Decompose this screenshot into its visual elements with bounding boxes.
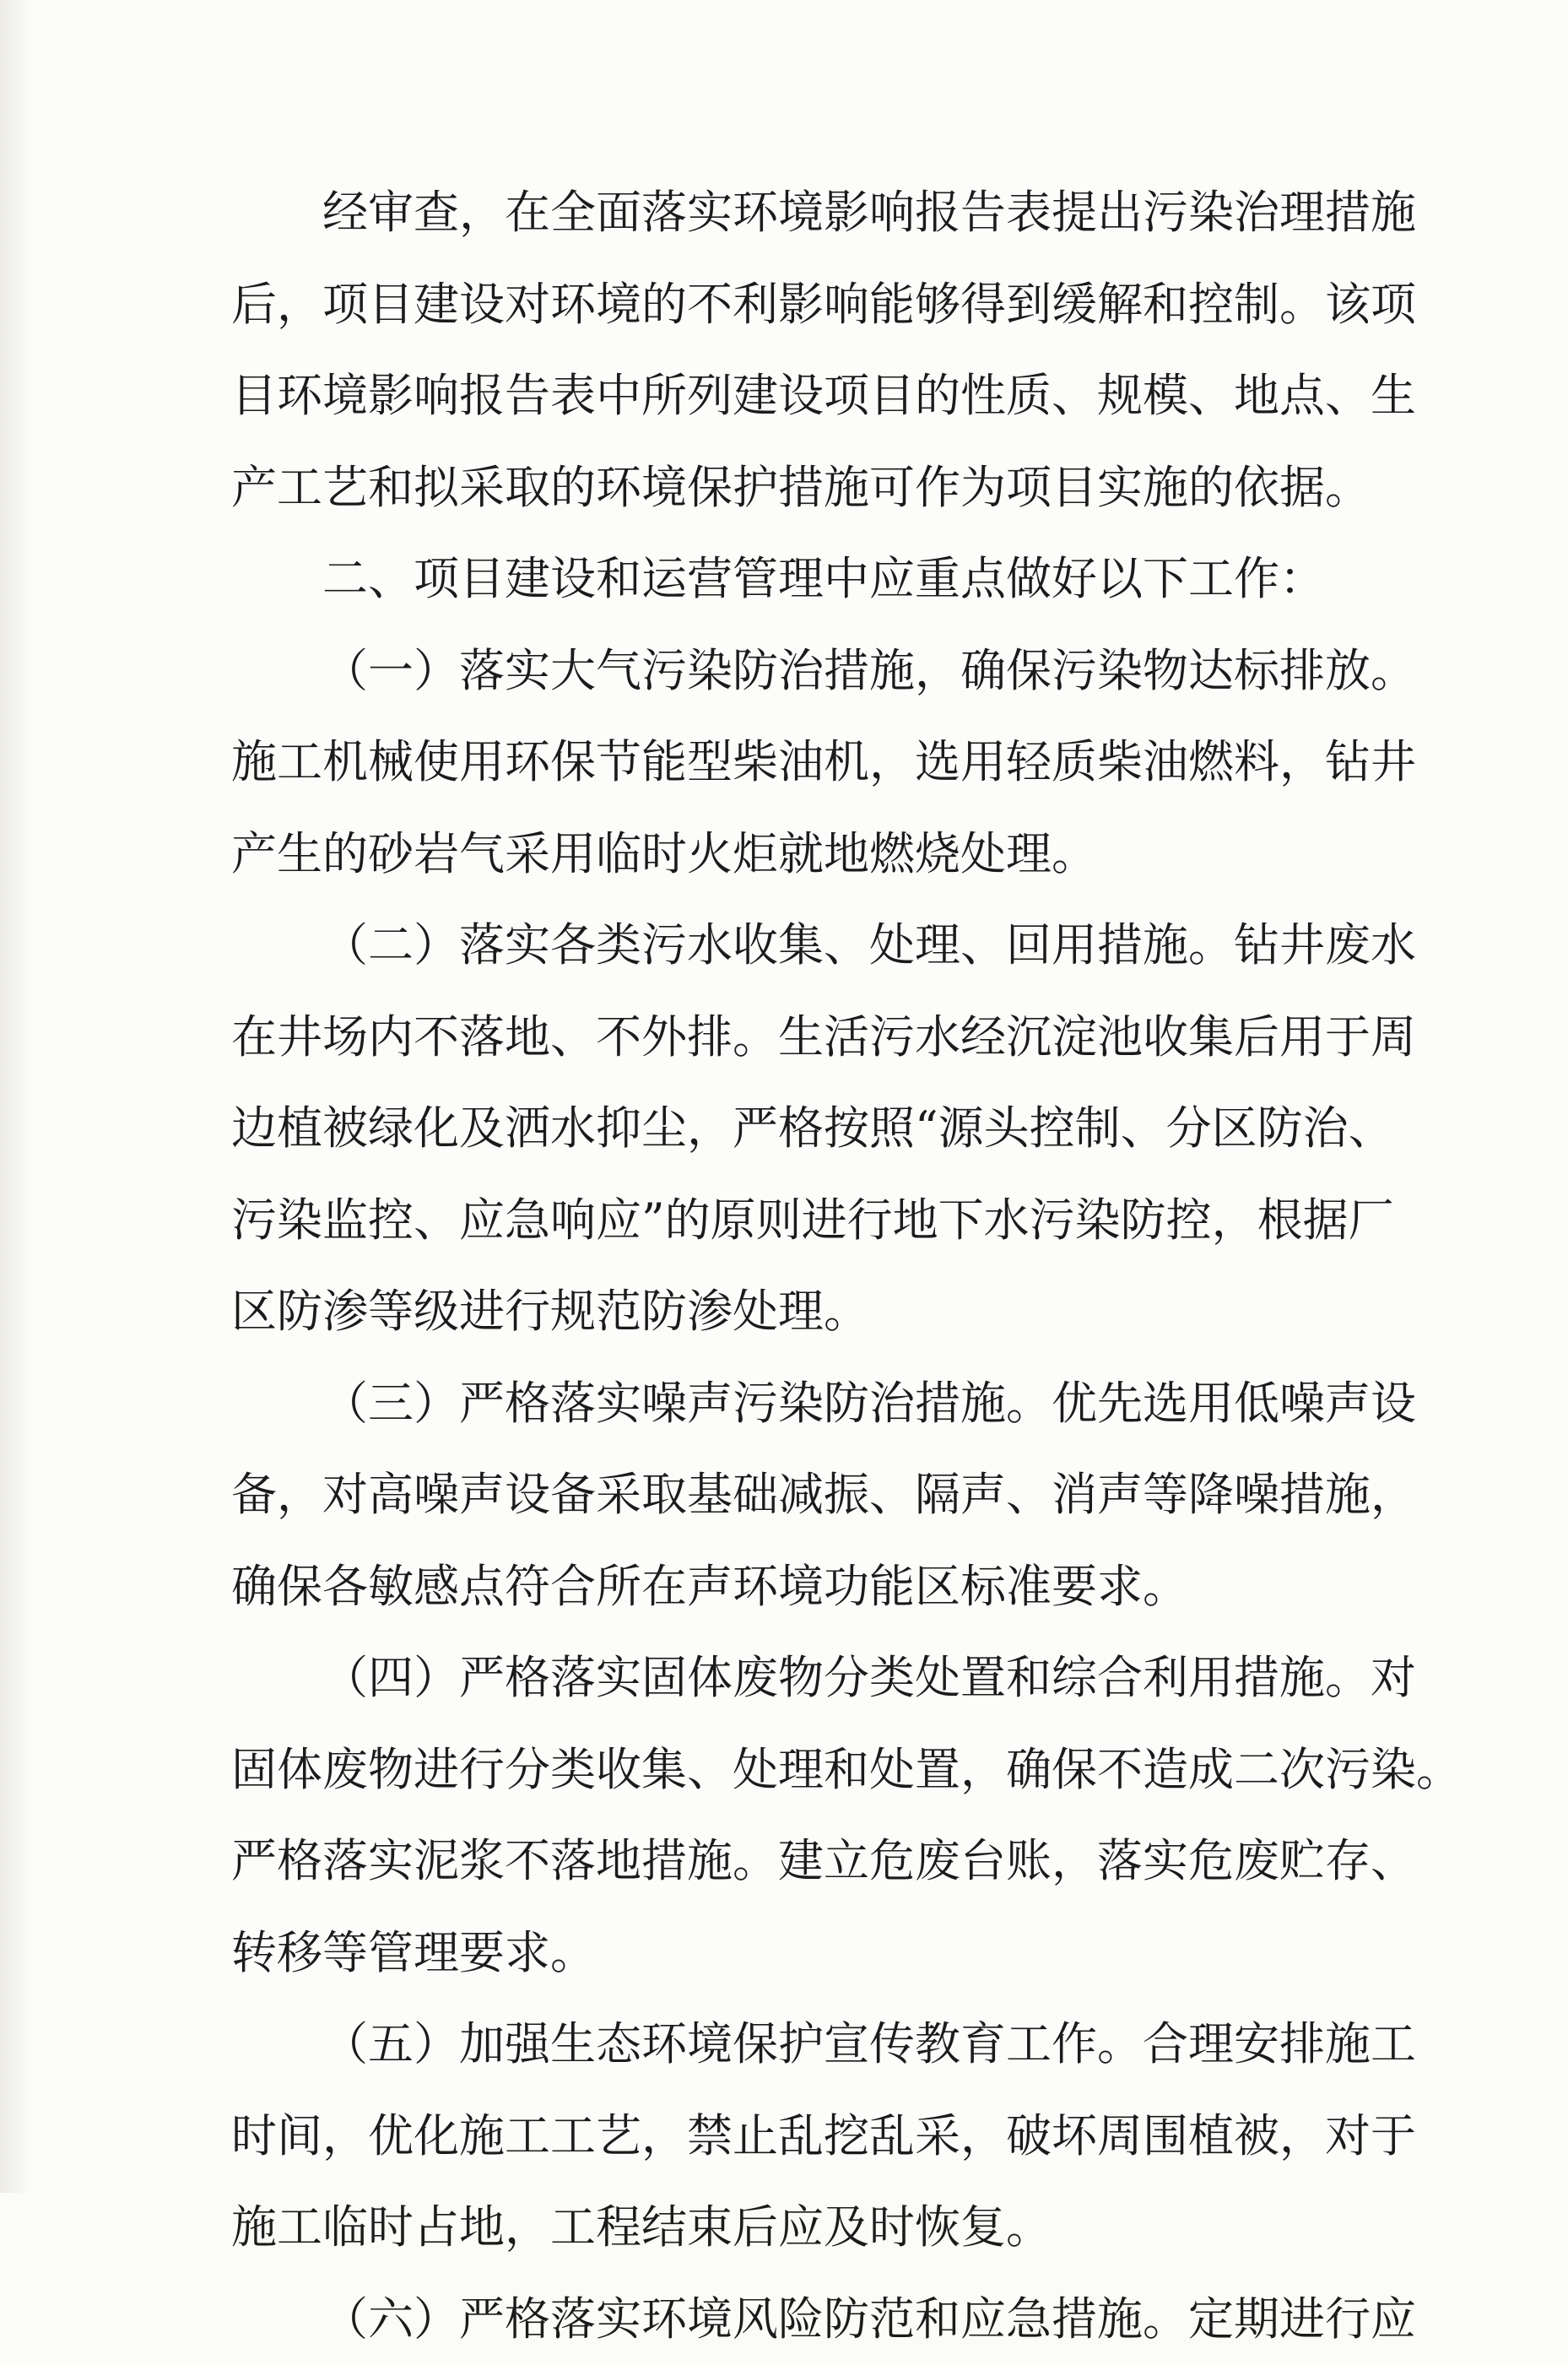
text-line: 固体废物进行分类收集、处理和处置，确保不造成二次污染。	[231, 1724, 1332, 1816]
text-line: 目环境影响报告表中所列建设项目的性质、规模、地点、生	[231, 350, 1332, 442]
text-line: （四）严格落实固体废物分类处置和综合利用措施。对	[231, 1632, 1332, 1724]
text-line: 施工临时占地，工程结束后应及时恢复。	[231, 2182, 1332, 2274]
text-line: 严格落实泥浆不落地措施。建立危废台账，落实危废贮存、	[231, 1816, 1332, 1908]
text-line: 边植被绿化及洒水抑尘，严格按照“源头控制、分区防治、	[231, 1083, 1332, 1175]
text-line: 产工艺和拟采取的环境保护措施可作为项目实施的依据。	[231, 442, 1332, 534]
text-line: 污染监控、应急响应”的原则进行地下水污染防控，根据厂	[231, 1175, 1332, 1267]
text-line: 产生的砂岩气采用临时火炬就地燃烧处理。	[231, 809, 1332, 901]
text-line: 后，项目建设对环境的不利影响能够得到缓解和控制。该项	[231, 259, 1332, 351]
text-line: 二、项目建设和运营管理中应重点做好以下工作：	[231, 533, 1332, 625]
text-line: 备，对高噪声设备采取基础减振、隔声、消声等降噪措施，	[231, 1449, 1332, 1541]
scan-edge-shadow	[0, 0, 34, 2193]
text-line: 转移等管理要求。	[231, 1908, 1332, 2000]
text-line: 在井场内不落地、不外排。生活污水经沉淀池收集后用于周	[231, 992, 1332, 1084]
text-line: （六）严格落实环境风险防范和应急措施。定期进行应	[231, 2274, 1332, 2365]
document-body	[231, 167, 1332, 2365]
text-line: （三）严格落实噪声污染防治措施。优先选用低噪声设	[231, 1358, 1332, 1450]
text-line: （一）落实大气污染防治措施，确保污染物达标排放。	[231, 625, 1332, 717]
text-line: （五）加强生态环境保护宣传教育工作。合理安排施工	[231, 1999, 1332, 2091]
text-line: （二）落实各类污水收集、处理、回用措施。钻井废水	[231, 900, 1332, 992]
text-line: 时间，优化施工工艺，禁止乱挖乱采，破坏周围植被，对于	[231, 2091, 1332, 2183]
text-line: 区防渗等级进行规范防渗处理。	[231, 1266, 1332, 1358]
text-line: 确保各敏感点符合所在声环境功能区标准要求。	[231, 1541, 1332, 1633]
text-line: 经审查，在全面落实环境影响报告表提出污染治理措施	[231, 167, 1332, 259]
text-line: 施工机械使用环保节能型柴油机，选用轻质柴油燃料，钻井	[231, 717, 1332, 809]
